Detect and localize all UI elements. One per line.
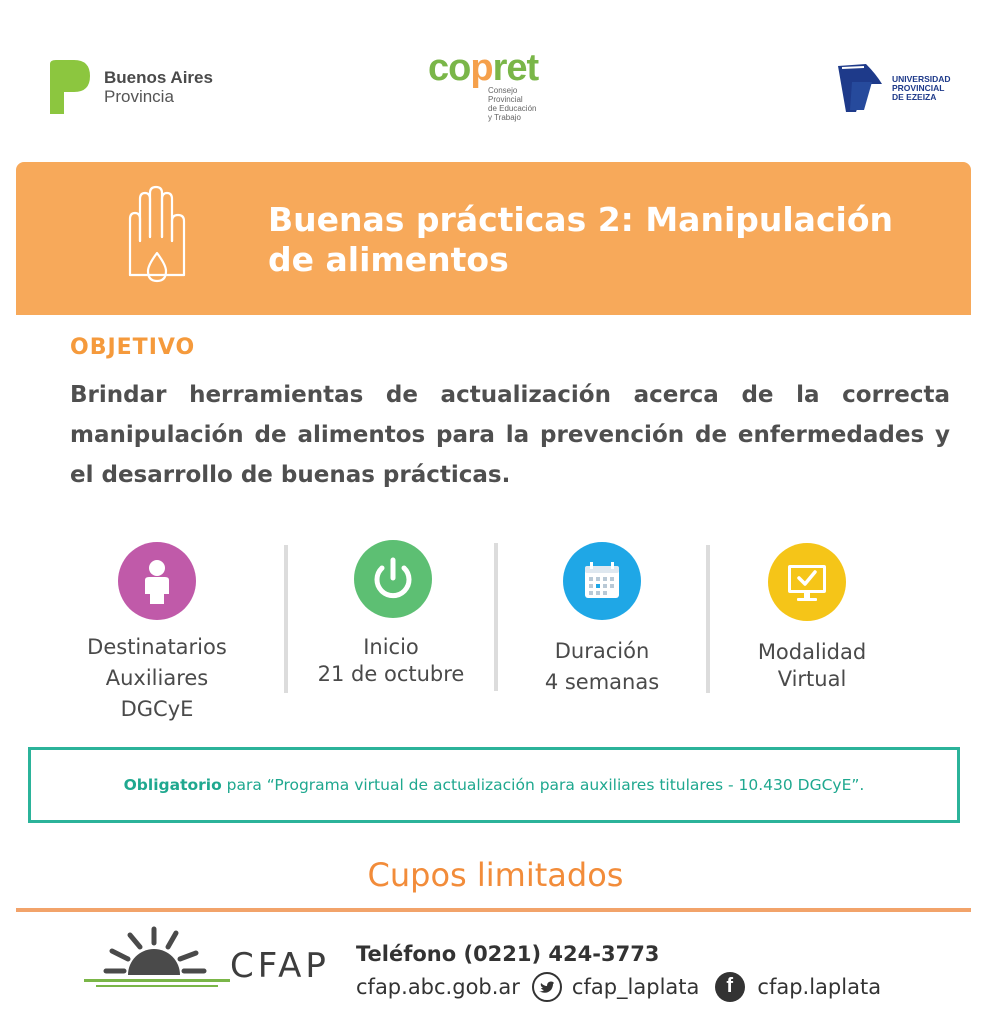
twitter-icon[interactable] (532, 972, 562, 1002)
footer-divider (16, 908, 971, 912)
modalidad-value: Virtual (777, 667, 847, 691)
buenos-aires-logo (48, 58, 213, 116)
cfap-wordmark: CFAP (230, 946, 330, 986)
cupos-limitados: Cupos limitados (367, 856, 624, 894)
website-link[interactable]: cfap.abc.gob.ar (356, 975, 520, 999)
hand-drop-icon (122, 185, 192, 295)
buenos-aires-p-icon (48, 58, 92, 116)
page-title (268, 200, 928, 280)
ba-logo-line1: Buenos Aires (104, 68, 213, 87)
destinatarios-title: Destinatarios (87, 635, 227, 659)
copret-word-end: ret (492, 47, 539, 89)
duracion-title: Duración (554, 639, 650, 663)
person-icon (118, 542, 196, 620)
upe-line2: PROVINCIAL (892, 82, 945, 93)
objetivo-label: OBJETIVO (70, 335, 196, 360)
ba-logo-line2: Provincia (104, 87, 174, 106)
copret-sub1: Consejo Provincial (488, 86, 523, 104)
duracion-value: 4 semanas (544, 670, 660, 694)
facebook-handle[interactable]: cfap.laplata (757, 975, 882, 999)
upe-shield-icon (836, 62, 886, 114)
power-icon (354, 540, 432, 618)
column-divider (284, 545, 288, 693)
copret-logo (428, 47, 539, 122)
monitor-check-icon (768, 543, 846, 621)
objetivo-text: Brindar herramientas de actualización acerca de la correcta manipulación de alimentos para la prevención de enfermedades y el desarrollo de buenas prácticas. (70, 382, 950, 488)
upe-line1: UNIVERSIDAD (892, 73, 951, 84)
copret-word-mid: p (470, 47, 493, 89)
modalidad-title: Modalidad (757, 640, 867, 664)
facebook-icon[interactable]: f (715, 972, 745, 1002)
copret-word-start: co (428, 47, 471, 89)
obligatorio-text: para “Programa virtual de actualización para auxiliares titulares - 10.430 DGCyE”. (221, 776, 865, 794)
phone-number: Teléfono (0221) 424-3773 (356, 942, 660, 966)
obligatorio-strong: Obligatorio (123, 776, 222, 794)
contact-row (356, 972, 881, 1002)
upe-line3: DE EZEIZA (892, 91, 937, 102)
twitter-handle[interactable]: cfap_laplata (571, 975, 700, 999)
title-line2: de alimentos (268, 240, 509, 279)
inicio-title: Inicio (363, 635, 419, 659)
copret-sub2: de Educación y Trabajo (488, 104, 537, 122)
cfap-sun-logo-icon (84, 925, 230, 999)
inicio-value: 21 de octubre (317, 662, 465, 686)
title-line1: Buenas prácticas 2: Manipulación (268, 200, 893, 239)
calendar-icon (563, 542, 641, 620)
obligatorio-notice (28, 747, 960, 823)
upe-logo (836, 62, 951, 114)
column-divider (494, 543, 498, 691)
destinatarios-value-1: Auxiliares (105, 666, 209, 690)
column-divider (706, 545, 710, 693)
destinatarios-value-2: DGCyE (120, 697, 194, 721)
